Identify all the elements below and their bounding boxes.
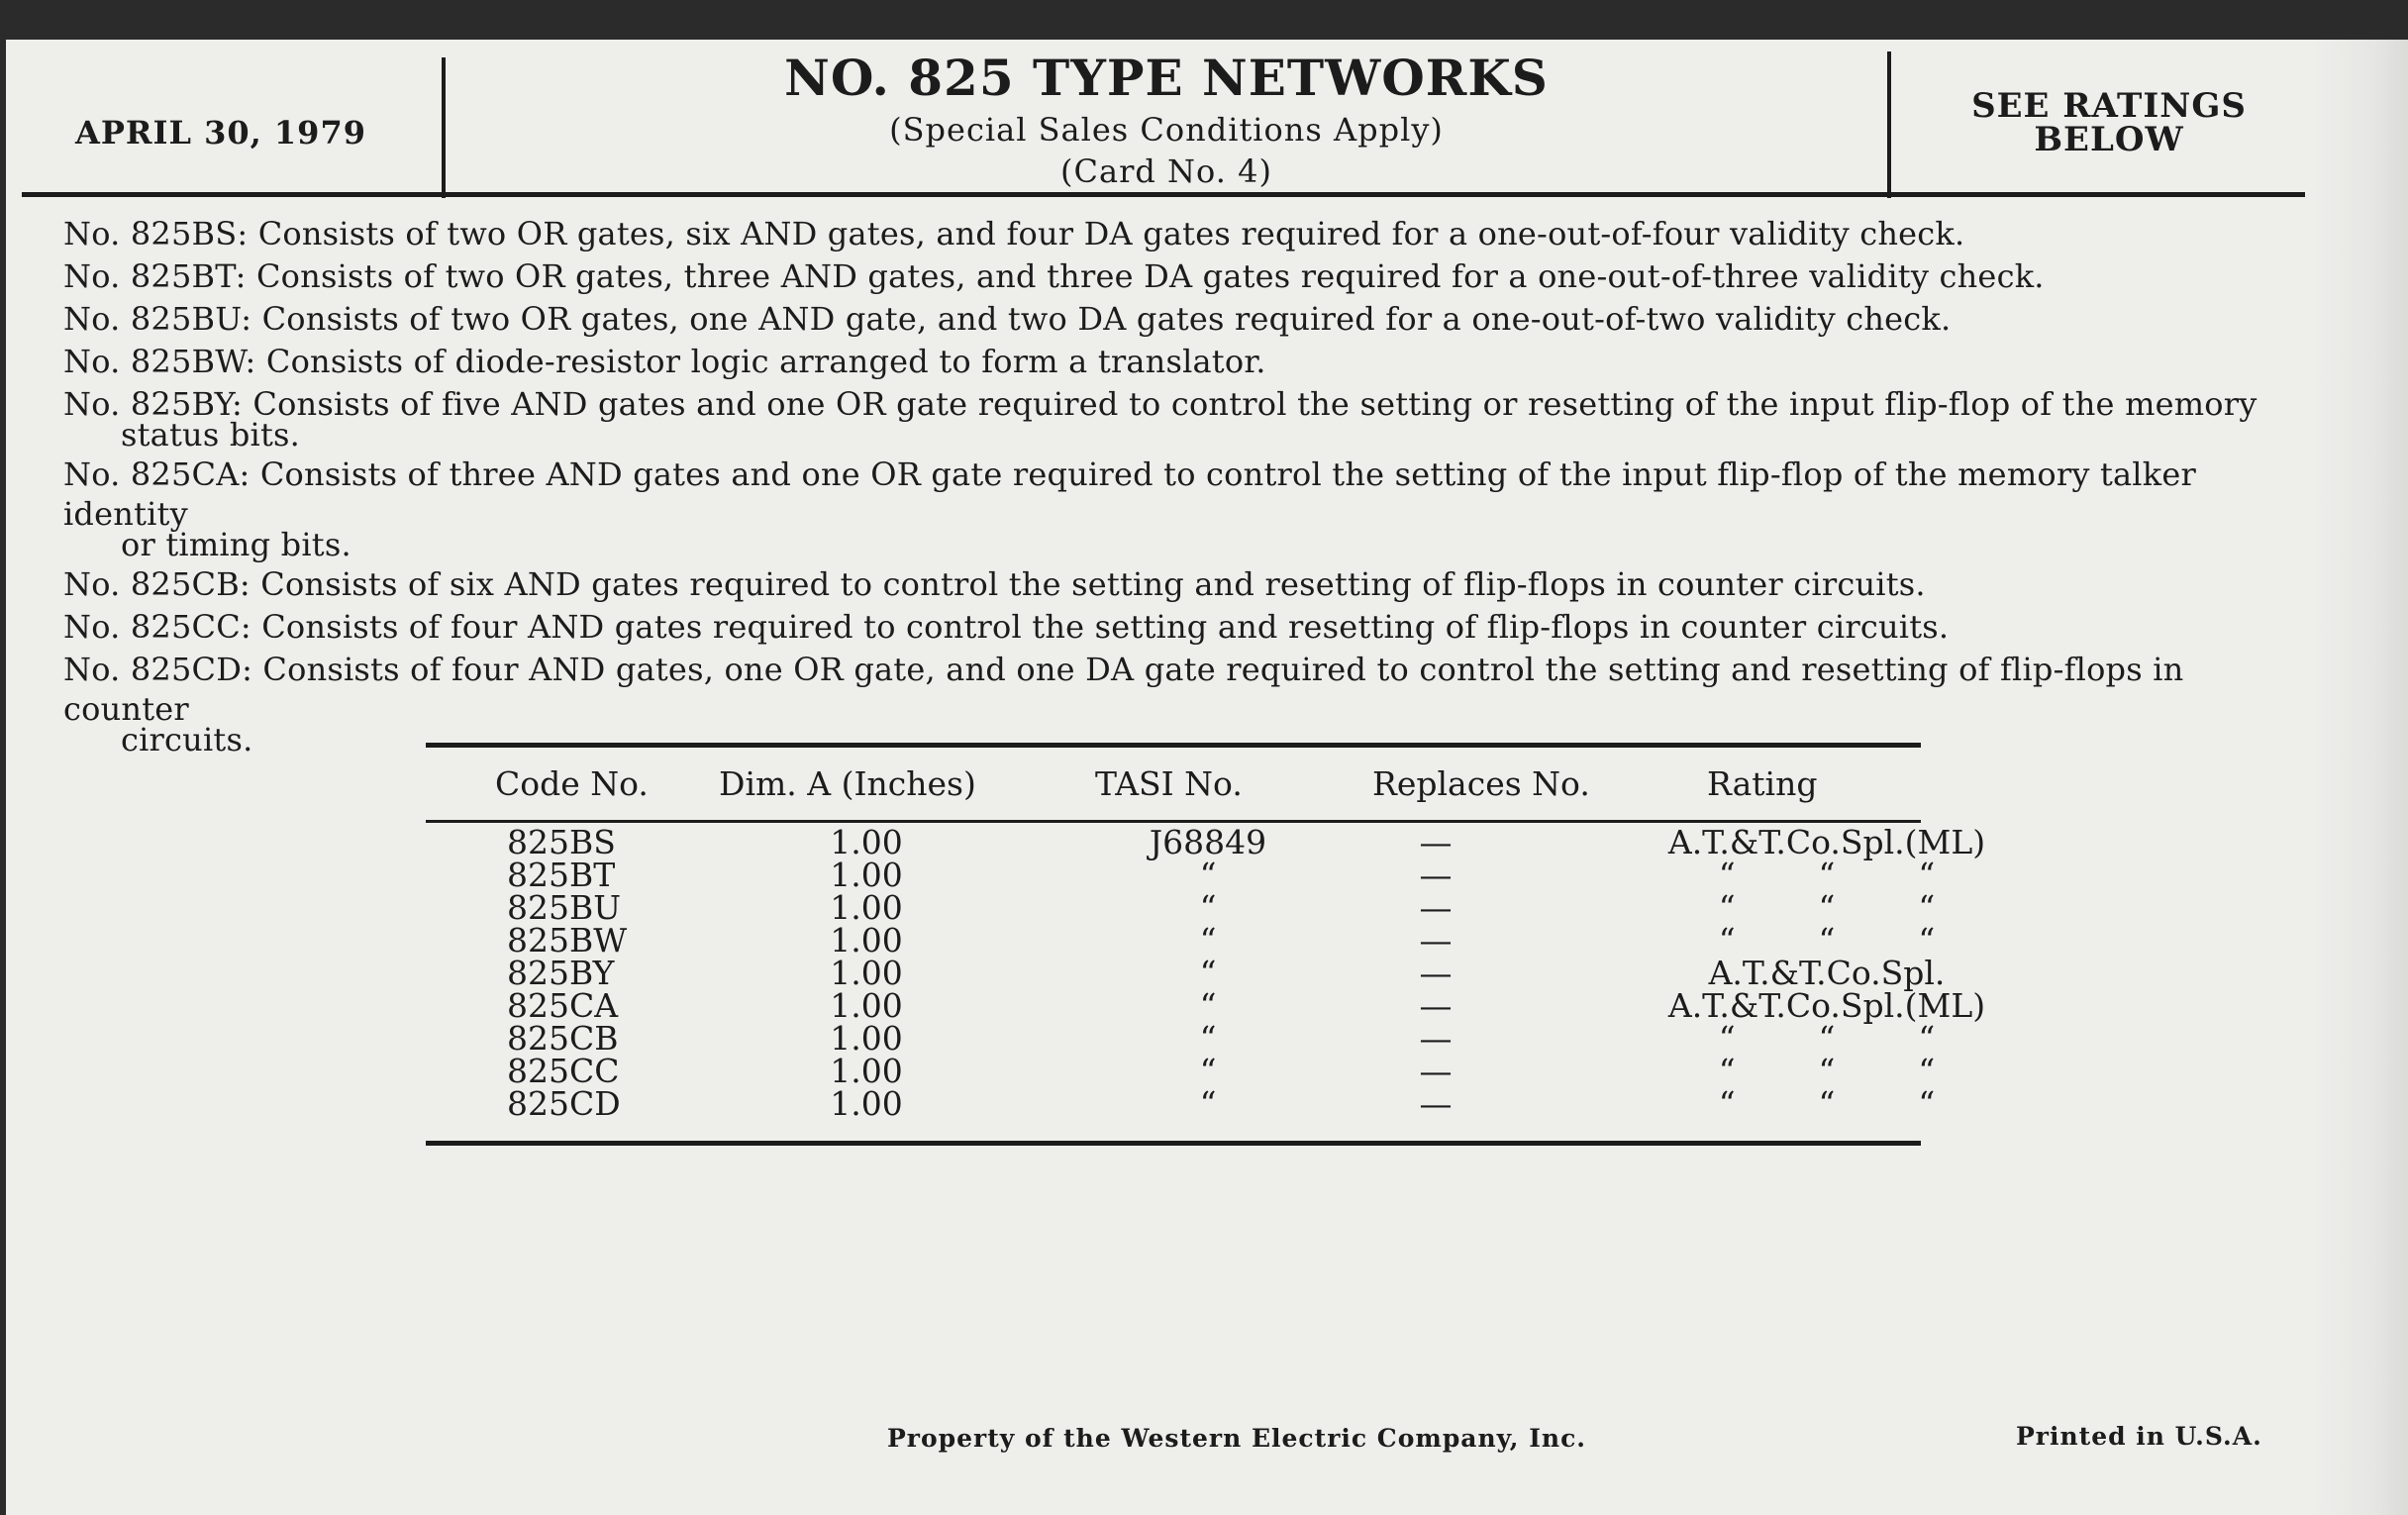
cell-code: 825CC xyxy=(507,1052,620,1090)
description-text: No. 825BY: Consists of five AND gates and one OR gate required to control the setting or resetting of the input flip-flop of the memory xyxy=(63,385,2258,423)
card-edge-shadow xyxy=(2311,40,2408,1515)
cell-replaces: — xyxy=(1419,1019,1453,1058)
table-row xyxy=(426,888,1936,927)
cell-code: 825CD xyxy=(507,1084,621,1123)
cell-rating: A.T.&T.Co.Spl.(ML) xyxy=(1667,823,1986,861)
column-header-code: Code No. xyxy=(495,764,649,803)
cell-tasi: “ xyxy=(1199,1019,1217,1058)
column-header-dim: Dim. A (Inches) xyxy=(719,764,976,803)
description-825cb xyxy=(63,564,2281,604)
table-rule-top xyxy=(426,743,1921,748)
description-text: No. 825CA: Consists of three AND gates and one OR gate required to control the setting of the input flip-flop of the memory talker identity xyxy=(63,455,2196,533)
cell-replaces: — xyxy=(1419,1052,1453,1090)
cell-code: 825BY xyxy=(507,954,615,992)
table-row xyxy=(426,1019,1936,1058)
cell-code: 825BS xyxy=(507,823,616,861)
table-row xyxy=(426,823,1986,861)
ratings-note-line1: SEE RATINGS xyxy=(1971,86,2247,126)
description-text: No. 825CD: Consists of four AND gates, one OR gate, and one DA gate required to control the setting and resetting of flip-flops in counter xyxy=(63,651,2184,728)
cell-dim: 1.00 xyxy=(830,1084,903,1123)
cell-code: 825CB xyxy=(507,1019,619,1058)
description-825cd xyxy=(63,650,2281,757)
cell-dim: 1.00 xyxy=(830,986,903,1025)
cell-rating: “ “ “ xyxy=(1718,856,1936,894)
footer-property-notice: Property of the Western Electric Company, Inc. xyxy=(887,1424,1587,1453)
cell-dim: 1.00 xyxy=(830,921,903,960)
cell-rating: A.T.&T.Co.Spl.(ML) xyxy=(1667,986,1986,1025)
description-825bs xyxy=(63,214,2281,253)
description-text: No. 825BW: Consists of diode-resistor logic arranged to form a translator. xyxy=(63,343,1266,380)
cell-tasi: “ xyxy=(1199,1052,1217,1090)
cell-code: 825CA xyxy=(507,986,619,1025)
description-825bw xyxy=(63,342,2281,381)
cell-rating: “ “ “ xyxy=(1718,1052,1936,1090)
description-825by xyxy=(63,384,2281,452)
document-card xyxy=(6,40,2408,1515)
table-body xyxy=(426,823,1986,1123)
cell-dim: 1.00 xyxy=(830,888,903,927)
cell-tasi: “ xyxy=(1199,856,1217,894)
cell-replaces: — xyxy=(1419,921,1453,960)
table-row xyxy=(426,1084,1936,1123)
cell-code: 825BW xyxy=(507,921,628,960)
cell-tasi: “ xyxy=(1199,954,1217,992)
cell-rating: “ “ “ xyxy=(1718,888,1936,927)
page-title: NO. 825 TYPE NETWORKS xyxy=(784,49,1549,107)
column-header-replaces: Replaces No. xyxy=(1372,764,1590,803)
cell-dim: 1.00 xyxy=(830,1052,903,1090)
description-text: No. 825BU: Consists of two OR gates, one AND gate, and two DA gates required for a one-out-of-two validity check. xyxy=(63,300,1952,338)
cell-replaces: — xyxy=(1419,823,1453,861)
cell-tasi: “ xyxy=(1199,986,1217,1025)
description-text: No. 825BS: Consists of two OR gates, six AND gates, and four DA gates required for a one-out-of-four validity check. xyxy=(63,215,1965,252)
header-subtitle: (Special Sales Conditions Apply) xyxy=(889,111,1444,149)
cell-replaces: — xyxy=(1419,1084,1453,1123)
description-825ca xyxy=(63,454,2281,561)
footer-printed-notice: Printed in U.S.A. xyxy=(2016,1422,2262,1451)
table-row xyxy=(426,856,1936,894)
header-rule xyxy=(22,192,2305,197)
cell-rating: A.T.&T.Co.Spl. xyxy=(1708,954,1946,992)
description-text: No. 825BT: Consists of two OR gates, three AND gates, and three DA gates required for a one-out-of-three validity check. xyxy=(63,257,2045,295)
cell-rating: “ “ “ xyxy=(1718,1084,1936,1123)
table-row xyxy=(426,954,1946,992)
cell-dim: 1.00 xyxy=(830,856,903,894)
description-825cc xyxy=(63,607,2281,647)
description-continuation: or timing bits. xyxy=(121,526,351,563)
description-text: No. 825CC: Consists of four AND gates required to control the setting and resetting of flip-flops in counter circuits. xyxy=(63,608,1950,646)
description-continuation: circuits. xyxy=(121,721,253,758)
cell-dim: 1.00 xyxy=(830,1019,903,1058)
header-title-block xyxy=(446,48,1887,192)
cell-replaces: — xyxy=(1419,954,1453,992)
description-825bu xyxy=(63,299,2281,339)
cell-replaces: — xyxy=(1419,856,1453,894)
network-descriptions xyxy=(63,214,2281,757)
cell-tasi: J68849 xyxy=(1149,823,1267,861)
cell-dim: 1.00 xyxy=(830,823,903,861)
cell-replaces: — xyxy=(1419,888,1453,927)
cell-tasi: “ xyxy=(1199,888,1217,927)
description-continuation: status bits. xyxy=(121,416,300,454)
table-row xyxy=(426,921,1936,960)
cell-tasi: “ xyxy=(1199,1084,1217,1123)
column-header-rating: Rating xyxy=(1707,764,1818,803)
cell-rating: “ “ “ xyxy=(1718,1019,1936,1058)
cell-dim: 1.00 xyxy=(830,954,903,992)
description-text: No. 825CB: Consists of six AND gates required to control the setting and resetting of flip-flops in counter circuits. xyxy=(63,565,1926,603)
cell-rating: “ “ “ xyxy=(1718,921,1936,960)
header-card-number: (Card No. 4) xyxy=(1060,152,1272,190)
description-825bt xyxy=(63,256,2281,296)
column-header-tasi: TASI No. xyxy=(1095,764,1243,803)
header-date: APRIL 30, 1979 xyxy=(75,114,366,152)
table-row xyxy=(426,1052,1936,1090)
cell-tasi: “ xyxy=(1199,921,1217,960)
table-rule-bottom xyxy=(426,1141,1921,1146)
ratings-note-line2: BELOW xyxy=(2034,120,2184,159)
cell-code: 825BU xyxy=(507,888,622,927)
table-row xyxy=(426,986,1986,1025)
cell-replaces: — xyxy=(1419,986,1453,1025)
cell-code: 825BT xyxy=(507,856,616,894)
header-ratings-note xyxy=(1891,86,2327,159)
